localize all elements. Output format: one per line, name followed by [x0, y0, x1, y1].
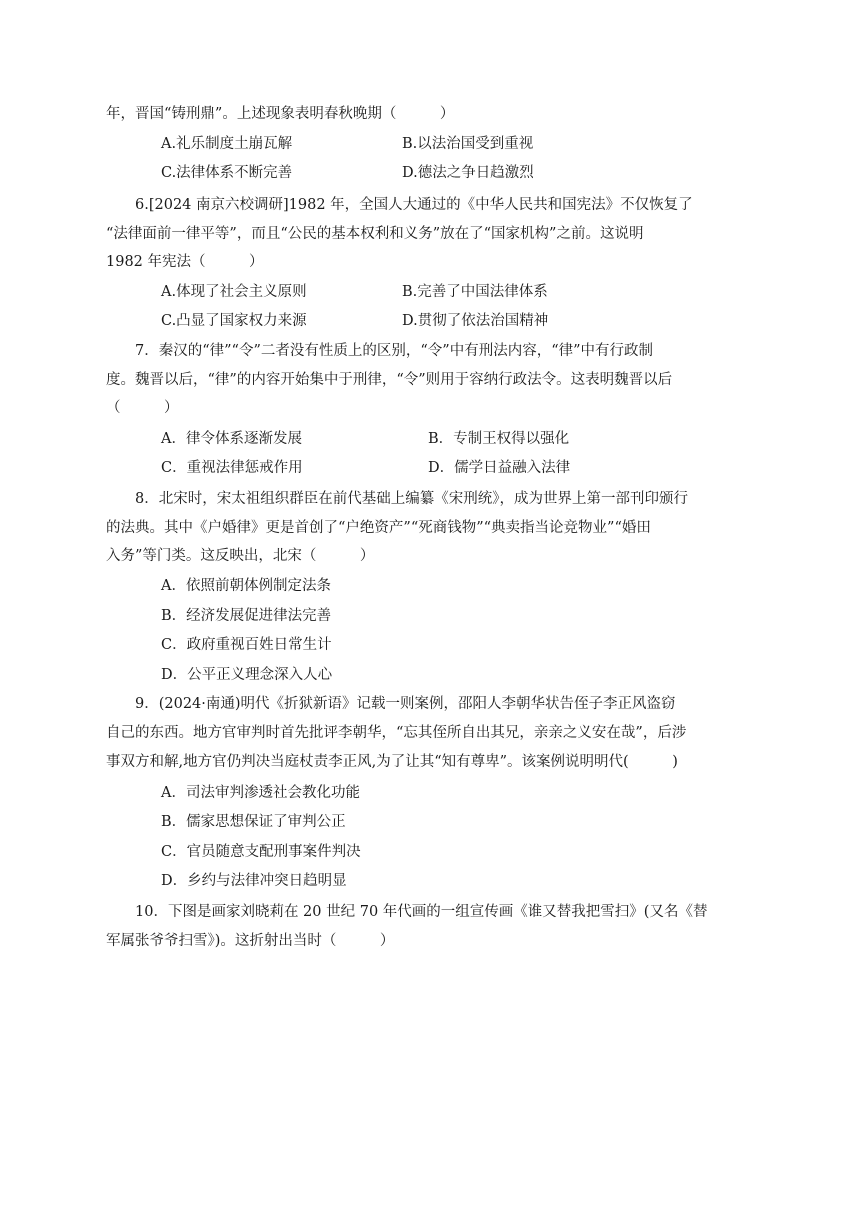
q7-stem-line3: （ ）: [106, 400, 179, 416]
q6-option-d[interactable]: D.贯彻了依法治国精神: [402, 313, 549, 329]
q6-stem-line2: “法律面前一律平等”，而且“公民的基本权利和义务”放在了“国家机构”之前。这说明: [106, 226, 644, 242]
q8-option-d[interactable]: D．公平正义理念深入人心: [161, 667, 333, 683]
q6-option-b[interactable]: B.完善了中国法律体系: [402, 284, 548, 300]
q8-option-c[interactable]: C．政府重视百姓日常生计: [161, 637, 332, 653]
q8-stem-line2: 的法典。其中《户婚律》更是首创了“户绝资产”“死商钱物”“典卖指当论竞物业”“婚田: [106, 520, 651, 536]
q10-stem-line2: 军属张爷爷扫雪》)。这折射出当时（ ）: [106, 933, 395, 949]
q7-option-c[interactable]: C．重视法律惩戒作用: [161, 460, 303, 476]
q9-option-a[interactable]: A．司法审判渗透社会教化功能: [161, 785, 360, 801]
q9-option-b[interactable]: B．儒家思想保证了审判公正: [161, 814, 346, 830]
q6-option-a[interactable]: A.体现了社会主义原则: [161, 284, 307, 300]
q9-stem-line1: 9．(2024·南通)明代《折狱新语》记载一则案例，邵阳人李朝华状告侄子李正风盗窃: [135, 696, 676, 712]
q9-stem-line2: 自己的东西。地方官审判时首先批评李朝华，“忘其侄所自出其兄，亲亲之义安在哉”，后涉: [106, 725, 687, 741]
q9-option-c[interactable]: C．官员随意支配刑事案件判决: [161, 844, 361, 860]
q5-option-d[interactable]: D.德法之争日趋激烈: [402, 165, 534, 181]
q7-option-b[interactable]: B．专制王权得以强化: [428, 431, 570, 447]
q5-option-a[interactable]: A.礼乐制度土崩瓦解: [161, 136, 293, 152]
q9-option-d[interactable]: D．乡约与法律冲突日趋明显: [161, 873, 347, 889]
q6-stem-line1: 6.[2024 南京六校调研]1982 年，全国人大通过的《中华人民共和国宪法》不仅恢复了: [135, 197, 693, 213]
q9-stem-line3: 事双方和解,地方官仍判决当庭杖责李正风,为了让其“知有尊卑”。该案例说明明代( ): [106, 754, 678, 770]
q6-option-c[interactable]: C.凸显了国家权力来源: [161, 313, 307, 329]
q5-option-b[interactable]: B.以法治国受到重视: [402, 136, 534, 152]
q8-option-b[interactable]: B．经济发展促进律法完善: [161, 608, 332, 624]
q7-option-d[interactable]: D．儒学日益融入法律: [428, 460, 571, 476]
q10-stem-line1: 10．下图是画家刘晓莉在 20 世纪 70 年代画的一组宣传画《谁又替我把雪扫》(又名《替: [135, 904, 708, 920]
q7-option-a[interactable]: A．律令体系逐渐发展: [161, 431, 302, 447]
q8-option-a[interactable]: A．依照前朝体例制定法条: [161, 578, 331, 594]
q5-option-c[interactable]: C.法律体系不断完善: [161, 165, 293, 181]
q5-stem-end: 年，晋国“铸刑鼎”。上述现象表明春秋晚期（ ）: [106, 106, 455, 122]
q7-stem-line2: 度。魏晋以后，“律”的内容开始集中于刑律，“令”则用于容纳行政法令。这表明魏晋以后: [106, 372, 673, 388]
q8-stem-line3: 入务”等门类。这反映出，北宋（ ）: [106, 548, 375, 564]
q7-stem-line1: 7．秦汉的“律”“令”二者没有性质上的区别，“令”中有刑法内容，“律”中有行政制: [135, 343, 654, 359]
q8-stem-line1: 8．北宋时，宋太祖组织群臣在前代基础上编纂《宋刑统》，成为世界上第一部刊印颁行: [135, 491, 688, 507]
q6-stem-line3: 1982 年宪法（ ）: [106, 254, 264, 270]
